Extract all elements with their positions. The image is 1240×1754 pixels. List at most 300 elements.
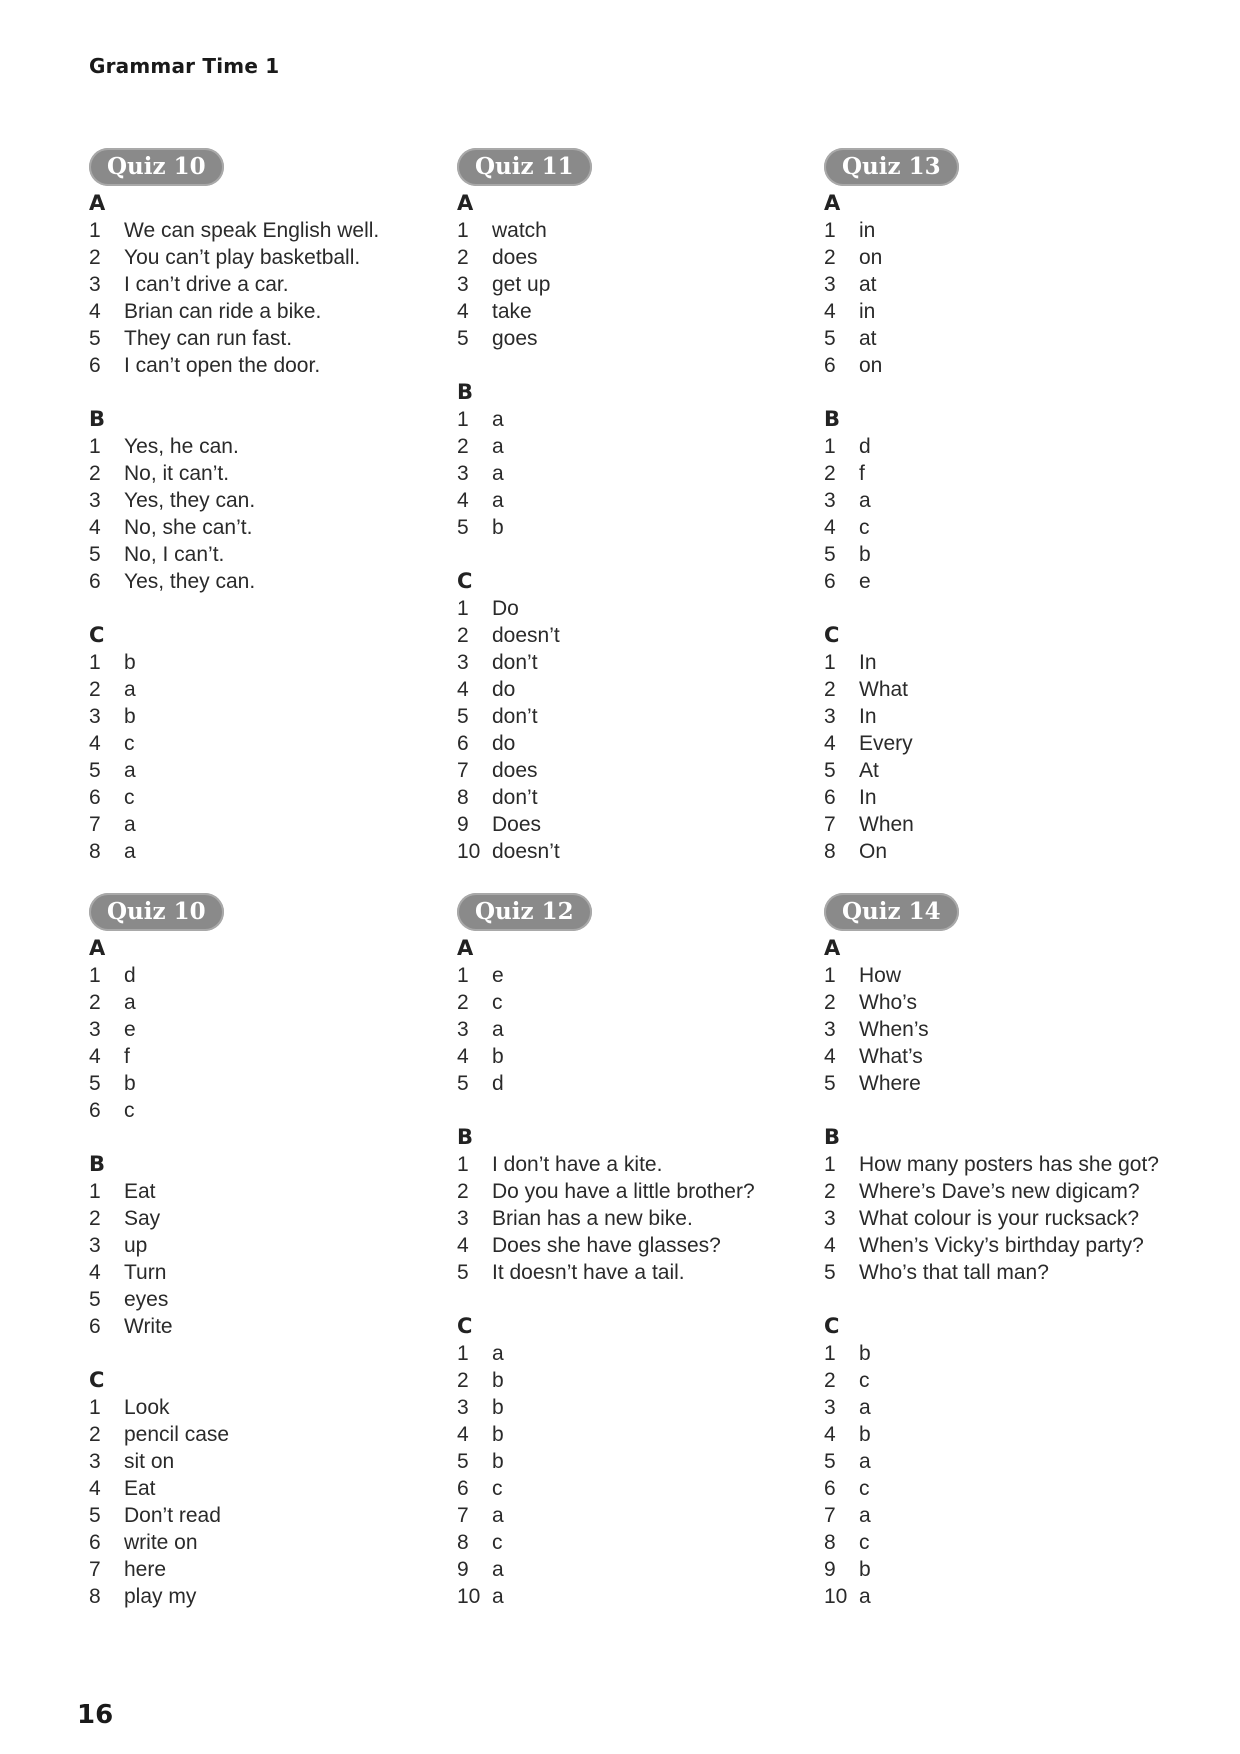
- answer-text: Brian can ride a bike.: [124, 300, 322, 323]
- answer-row: [89, 1556, 429, 1583]
- answer-text: b: [492, 1423, 504, 1446]
- answer-number: 1: [89, 1180, 101, 1203]
- answer-row: [824, 352, 1164, 379]
- quiz-title-badge-wrap: [824, 148, 1164, 186]
- answer-text: a: [859, 1450, 871, 1473]
- answer-number: 6: [824, 354, 836, 377]
- answer-row: [89, 757, 429, 784]
- section-letter: B: [824, 407, 841, 431]
- answer-row: [824, 757, 1164, 784]
- answer-row: [89, 989, 429, 1016]
- answer-number: 3: [824, 489, 836, 512]
- answer-row: [824, 217, 1164, 244]
- answer-row: [457, 1394, 797, 1421]
- answer-number: 5: [457, 516, 469, 539]
- answer-number: 4: [824, 1045, 836, 1068]
- answer-text: b: [492, 1450, 504, 1473]
- answer-text: Yes, they can.: [124, 489, 256, 512]
- section-letter: B: [457, 380, 474, 404]
- answer-number: 2: [457, 1180, 469, 1203]
- answer-text: How many posters has she got?: [859, 1153, 1159, 1176]
- section-spacer: [457, 541, 797, 568]
- answer-row: [457, 406, 797, 433]
- answer-number: 5: [457, 1450, 469, 1473]
- quiz-title-badge: Quiz 13: [824, 148, 959, 186]
- answer-number: 4: [457, 1045, 469, 1068]
- answer-text: No, it can’t.: [124, 462, 230, 485]
- answer-row: [89, 1043, 429, 1070]
- answer-row: [89, 352, 429, 379]
- answer-number: 5: [89, 327, 101, 350]
- answer-text: a: [492, 1504, 504, 1527]
- answer-text: up: [124, 1234, 148, 1257]
- answer-number: 1: [89, 964, 101, 987]
- quiz-block: [824, 148, 1164, 865]
- answer-number: 2: [89, 246, 101, 269]
- answer-row: [457, 433, 797, 460]
- answer-number: 7: [89, 813, 101, 836]
- answer-row: [89, 1583, 429, 1610]
- page-header: Grammar Time 1: [89, 54, 280, 78]
- answer-row: [457, 1556, 797, 1583]
- answer-row: [457, 1502, 797, 1529]
- answer-number: 2: [824, 1180, 836, 1203]
- answer-number: 8: [89, 840, 101, 863]
- answer-number: 1: [824, 964, 836, 987]
- answer-row: [89, 811, 429, 838]
- answer-row: [89, 730, 429, 757]
- answer-number: 6: [89, 786, 101, 809]
- answer-number: 4: [89, 1045, 101, 1068]
- answer-number: 2: [824, 678, 836, 701]
- section-spacer: [89, 595, 429, 622]
- answer-row: [89, 1475, 429, 1502]
- answer-number: 5: [824, 759, 836, 782]
- answer-row: [824, 1016, 1164, 1043]
- answer-text: On: [859, 840, 888, 863]
- answer-number: 10: [824, 1585, 848, 1608]
- answer-text: What’s: [859, 1045, 923, 1068]
- answer-text: Write: [124, 1315, 173, 1338]
- answer-row: [89, 962, 429, 989]
- section-spacer: [457, 352, 797, 379]
- quiz-title-badge: Quiz 10: [89, 893, 224, 931]
- answer-number: 3: [89, 1234, 101, 1257]
- answer-number: 1: [824, 1342, 836, 1365]
- answer-text: Turn: [124, 1261, 167, 1284]
- answer-text: Every: [859, 732, 913, 755]
- quiz-title-badge: Quiz 14: [824, 893, 959, 931]
- answer-row: [89, 244, 429, 271]
- answer-text: a: [124, 840, 136, 863]
- quiz-title-badge-wrap: [457, 893, 797, 931]
- answer-number: 8: [824, 840, 836, 863]
- answer-text: c: [124, 1099, 135, 1122]
- answer-text: d: [859, 435, 871, 458]
- answer-row: [824, 541, 1164, 568]
- answer-row: [89, 1259, 429, 1286]
- section-letter: B: [89, 1152, 106, 1176]
- answer-row: [457, 703, 797, 730]
- answer-number: 5: [824, 327, 836, 350]
- answer-number: 3: [824, 705, 836, 728]
- answer-text: In: [859, 651, 877, 674]
- answer-row: [457, 676, 797, 703]
- section-letter: A: [457, 191, 474, 215]
- answer-row: [457, 1070, 797, 1097]
- answer-text: Brian has a new bike.: [492, 1207, 693, 1230]
- quiz-title-badge-wrap: [89, 893, 429, 931]
- answer-row: [824, 1340, 1164, 1367]
- answer-text: do: [492, 678, 516, 701]
- answer-number: 4: [457, 678, 469, 701]
- answer-text: Does she have glasses?: [492, 1234, 721, 1257]
- answer-row: [457, 962, 797, 989]
- answer-row: [824, 811, 1164, 838]
- section-spacer: [89, 379, 429, 406]
- answer-number: 1: [824, 435, 836, 458]
- answer-number: 10: [457, 840, 481, 863]
- answer-text: In: [859, 705, 877, 728]
- answer-number: 9: [457, 813, 469, 836]
- answer-row: [89, 487, 429, 514]
- answer-row: [457, 1448, 797, 1475]
- answer-number: 4: [457, 1423, 469, 1446]
- answer-number: 10: [457, 1585, 481, 1608]
- section-letter: A: [824, 191, 841, 215]
- answer-row: [457, 1259, 797, 1286]
- answer-text: What: [859, 678, 909, 701]
- answer-text: Where: [859, 1072, 921, 1095]
- answer-row: [457, 595, 797, 622]
- answer-text: Where’s Dave’s new digicam?: [859, 1180, 1140, 1203]
- answer-number: 5: [457, 705, 469, 728]
- answer-row: [457, 1043, 797, 1070]
- answer-row: [824, 244, 1164, 271]
- answer-row: [89, 676, 429, 703]
- answer-text: Eat: [124, 1477, 156, 1500]
- answer-row: [824, 1178, 1164, 1205]
- section-letter: C: [457, 569, 473, 593]
- answer-number: 3: [824, 1396, 836, 1419]
- answer-row: [824, 298, 1164, 325]
- answer-row: [457, 838, 797, 865]
- answer-number: 4: [824, 732, 836, 755]
- answer-number: 3: [457, 1396, 469, 1419]
- answer-text: Yes, he can.: [124, 435, 239, 458]
- answer-text: b: [124, 1072, 136, 1095]
- answer-number: 3: [89, 273, 101, 296]
- answer-text: It doesn’t have a tail.: [492, 1261, 685, 1284]
- answer-number: 2: [457, 624, 469, 647]
- answer-row: [824, 487, 1164, 514]
- answer-text: We can speak English well.: [124, 219, 380, 242]
- answer-row: [89, 838, 429, 865]
- answer-text: I can’t open the door.: [124, 354, 321, 377]
- answer-number: 8: [457, 786, 469, 809]
- answer-number: 3: [457, 1018, 469, 1041]
- answer-number: 3: [457, 1207, 469, 1230]
- answer-number: 4: [457, 300, 469, 323]
- answer-text: No, I can’t.: [124, 543, 225, 566]
- answer-row: [824, 676, 1164, 703]
- answer-number: 1: [457, 964, 469, 987]
- answer-row: [89, 1529, 429, 1556]
- answer-text: c: [492, 991, 503, 1014]
- answer-row: [457, 989, 797, 1016]
- section-letter: B: [457, 1125, 474, 1149]
- section-spacer: [824, 1097, 1164, 1124]
- answer-row: [89, 1313, 429, 1340]
- answer-text: a: [492, 489, 504, 512]
- answer-row: [824, 1421, 1164, 1448]
- answer-text: f: [124, 1045, 130, 1068]
- answer-text: How: [859, 964, 902, 987]
- answer-row: [457, 1151, 797, 1178]
- answer-number: 9: [824, 1558, 836, 1581]
- answer-row: [824, 1475, 1164, 1502]
- answer-text: goes: [492, 327, 538, 350]
- answer-number: 5: [89, 759, 101, 782]
- answer-row: [824, 325, 1164, 352]
- answer-text: e: [859, 570, 871, 593]
- answer-number: 7: [89, 1558, 101, 1581]
- answer-row: [457, 1178, 797, 1205]
- answer-number: 6: [457, 732, 469, 755]
- answer-row: [457, 271, 797, 298]
- answer-number: 7: [824, 1504, 836, 1527]
- answer-text: c: [492, 1531, 503, 1554]
- answer-row: [824, 460, 1164, 487]
- answer-number: 2: [89, 1423, 101, 1446]
- answer-text: b: [124, 705, 136, 728]
- answer-number: 4: [824, 1234, 836, 1257]
- answer-row: [89, 649, 429, 676]
- answer-number: 8: [457, 1531, 469, 1554]
- section-letter: C: [824, 1314, 840, 1338]
- answer-row: [89, 541, 429, 568]
- answer-number: 4: [457, 1234, 469, 1257]
- answer-number: 1: [457, 1342, 469, 1365]
- answer-text: Look: [124, 1396, 170, 1419]
- quiz-block: [89, 893, 429, 1610]
- answer-number: 6: [89, 1315, 101, 1338]
- answer-text: get up: [492, 273, 551, 296]
- answer-number: 6: [89, 354, 101, 377]
- answer-number: 5: [457, 1072, 469, 1095]
- answer-number: 5: [824, 1450, 836, 1473]
- answer-row: [457, 784, 797, 811]
- answer-text: at: [859, 273, 877, 296]
- section-letter: C: [89, 1368, 105, 1392]
- answer-row: [89, 460, 429, 487]
- answer-number: 1: [824, 651, 836, 674]
- section-spacer: [89, 1124, 429, 1151]
- answer-number: 2: [457, 991, 469, 1014]
- answer-row: [824, 1529, 1164, 1556]
- answer-number: 3: [457, 273, 469, 296]
- section-letter: C: [89, 623, 105, 647]
- answer-text: sit on: [124, 1450, 175, 1473]
- answer-number: 4: [89, 1477, 101, 1500]
- answer-row: [457, 1583, 797, 1610]
- answer-row: [89, 433, 429, 460]
- quiz-block: [824, 893, 1164, 1610]
- section-spacer: [824, 595, 1164, 622]
- answer-text: When: [859, 813, 914, 836]
- answer-row: [89, 1286, 429, 1313]
- answer-text: b: [859, 543, 871, 566]
- answer-number: 6: [89, 570, 101, 593]
- answer-text: a: [859, 1504, 871, 1527]
- answer-number: 1: [89, 219, 101, 242]
- answer-text: Eat: [124, 1180, 156, 1203]
- answer-text: a: [859, 489, 871, 512]
- answer-text: in: [859, 300, 876, 323]
- answer-number: 4: [89, 516, 101, 539]
- answer-number: 3: [89, 489, 101, 512]
- answer-text: a: [492, 408, 504, 431]
- answer-number: 2: [89, 678, 101, 701]
- answer-number: 1: [457, 597, 469, 620]
- answer-text: Yes, they can.: [124, 570, 256, 593]
- answer-number: 6: [457, 1477, 469, 1500]
- answer-row: [824, 1259, 1164, 1286]
- answer-row: [824, 1367, 1164, 1394]
- answer-text: b: [492, 1396, 504, 1419]
- answer-number: 3: [457, 651, 469, 674]
- answer-row: [824, 1448, 1164, 1475]
- answer-row: [89, 1448, 429, 1475]
- answer-number: 5: [457, 327, 469, 350]
- answer-row: [824, 784, 1164, 811]
- answer-row: [457, 244, 797, 271]
- answer-text: c: [859, 1369, 870, 1392]
- answer-row: [824, 703, 1164, 730]
- answer-text: d: [124, 964, 136, 987]
- quiz-title-badge-wrap: [89, 148, 429, 186]
- answer-number: 3: [824, 1207, 836, 1230]
- answer-text: e: [124, 1018, 136, 1041]
- section-letter: A: [89, 936, 106, 960]
- answer-text: b: [492, 1369, 504, 1392]
- answer-number: 5: [824, 543, 836, 566]
- answer-row: [457, 460, 797, 487]
- answer-text: write on: [124, 1531, 198, 1554]
- answer-number: 6: [824, 786, 836, 809]
- answer-number: 7: [457, 1504, 469, 1527]
- answer-row: [824, 1070, 1164, 1097]
- answer-number: 3: [457, 462, 469, 485]
- quiz-block: [89, 148, 429, 865]
- answer-row: [457, 730, 797, 757]
- answer-row: [457, 298, 797, 325]
- section-letter: A: [824, 936, 841, 960]
- answer-number: 3: [89, 705, 101, 728]
- answer-row: [457, 1367, 797, 1394]
- answer-text: pencil case: [124, 1423, 230, 1446]
- answer-text: Don’t read: [124, 1504, 221, 1527]
- answer-text: You can’t play basketball.: [124, 246, 361, 269]
- answer-row: [89, 1070, 429, 1097]
- answer-number: 2: [824, 991, 836, 1014]
- answer-row: [824, 1151, 1164, 1178]
- answer-text: No, she can’t.: [124, 516, 253, 539]
- answer-row: [89, 568, 429, 595]
- answer-row: [89, 298, 429, 325]
- answer-text: a: [124, 678, 136, 701]
- answer-text: When’s Vicky’s birthday party?: [859, 1234, 1144, 1257]
- quiz-title-badge: Quiz 10: [89, 148, 224, 186]
- answer-row: [824, 433, 1164, 460]
- answer-row: [457, 217, 797, 244]
- answer-row: [824, 962, 1164, 989]
- answer-text: on: [859, 246, 883, 269]
- answer-text: c: [859, 1531, 870, 1554]
- answer-number: 2: [89, 1207, 101, 1230]
- answer-row: [89, 271, 429, 298]
- answer-number: 2: [824, 246, 836, 269]
- answer-row: [457, 1232, 797, 1259]
- answer-number: 3: [89, 1018, 101, 1041]
- answer-row: [824, 649, 1164, 676]
- answer-row: [457, 487, 797, 514]
- answer-text: here: [124, 1558, 167, 1581]
- answer-number: 1: [824, 1153, 836, 1176]
- answer-number: 7: [457, 759, 469, 782]
- answer-number: 2: [89, 462, 101, 485]
- answer-text: e: [492, 964, 504, 987]
- answer-text: b: [859, 1342, 871, 1365]
- answer-text: Do you have a little brother?: [492, 1180, 755, 1203]
- answer-text: I don’t have a kite.: [492, 1153, 663, 1176]
- answer-number: 4: [824, 300, 836, 323]
- answer-number: 5: [89, 543, 101, 566]
- answer-number: 7: [824, 813, 836, 836]
- answer-row: [824, 271, 1164, 298]
- answer-text: a: [492, 462, 504, 485]
- answer-text: do: [492, 732, 516, 755]
- answer-text: doesn’t: [492, 840, 560, 863]
- answer-number: 5: [457, 1261, 469, 1284]
- answer-number: 4: [89, 300, 101, 323]
- answer-text: watch: [492, 219, 547, 242]
- answer-row: [457, 1529, 797, 1556]
- answer-row: [89, 325, 429, 352]
- answer-text: eyes: [124, 1288, 169, 1311]
- answer-row: [457, 325, 797, 352]
- section-spacer: [457, 1097, 797, 1124]
- answer-number: 6: [89, 1099, 101, 1122]
- quiz-block: [457, 148, 797, 865]
- answer-row: [89, 1232, 429, 1259]
- answer-text: a: [492, 1585, 504, 1608]
- answer-row: [89, 1502, 429, 1529]
- quiz-title-badge-wrap: [457, 148, 797, 186]
- answer-number: 4: [89, 732, 101, 755]
- answer-number: 6: [824, 570, 836, 593]
- answer-row: [457, 1340, 797, 1367]
- answer-text: a: [859, 1585, 871, 1608]
- answer-number: 8: [824, 1531, 836, 1554]
- answer-text: on: [859, 354, 883, 377]
- answer-number: 2: [89, 991, 101, 1014]
- answer-row: [457, 811, 797, 838]
- answer-number: 3: [824, 273, 836, 296]
- answer-text: does: [492, 246, 538, 269]
- answer-text: don’t: [492, 651, 538, 674]
- answer-number: 3: [824, 1018, 836, 1041]
